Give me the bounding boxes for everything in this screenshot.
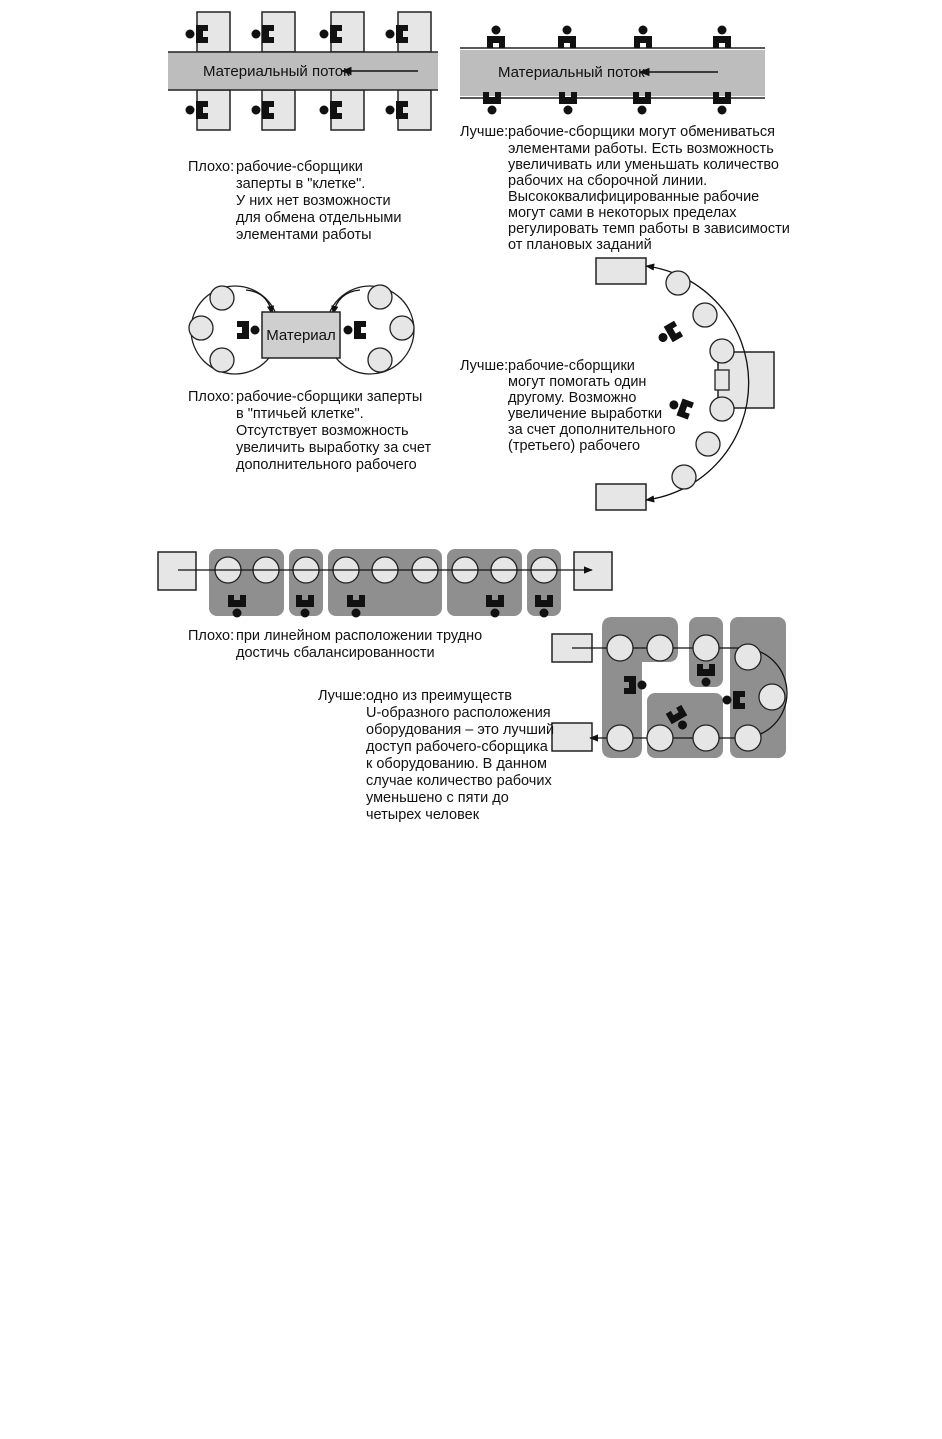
svg-text:U-образного расположения: U-образного расположения: [366, 705, 551, 721]
output-box: [574, 552, 612, 590]
svg-text:за счет дополнительного: за счет дополнительного: [508, 422, 676, 438]
caption-lead: Плохо:: [188, 159, 235, 175]
svg-text:рабочих на сборочной линии.: рабочих на сборочной линии.: [508, 173, 708, 189]
panel-2-open-line: [460, 26, 790, 254]
worker-icon: [237, 321, 260, 339]
svg-text:рабочие-сборщики заперты: рабочие-сборщики заперты: [236, 389, 423, 405]
svg-text:рабочие-сборщики: рабочие-сборщики: [508, 358, 635, 374]
input-box: [596, 258, 646, 284]
svg-text:в "птичьей клетке".: в "птичьей клетке".: [236, 406, 364, 422]
svg-text:достичь сбалансированности: достичь сбалансированности: [236, 645, 435, 661]
svg-text:дополнительного рабочего: дополнительного рабочего: [236, 457, 417, 473]
svg-text:от плановых заданий: от плановых заданий: [508, 237, 652, 253]
svg-text:четырех человек: четырех человек: [366, 807, 480, 823]
material-box-label: Материал: [266, 327, 336, 344]
svg-text:элементами работы. Есть возмож: элементами работы. Есть возможность: [508, 141, 774, 157]
panel-1-closed-cells: [168, 12, 438, 243]
svg-text:оборудования – это лучший: оборудования – это лучший: [366, 722, 555, 738]
svg-text:рабочие-сборщики могут обменив: рабочие-сборщики могут обмениваться: [508, 124, 775, 140]
caption-4: [460, 358, 676, 454]
caption-lead: Плохо:: [188, 389, 235, 405]
caption-6: [318, 688, 554, 823]
caption-lead: Лучше:: [460, 124, 509, 140]
caption-lead: Лучше:: [318, 688, 367, 704]
flow-label: Материальный поток: [203, 63, 350, 80]
caption-2: [460, 124, 790, 253]
flow-label: Материальный поток: [498, 64, 645, 81]
output-box: [596, 484, 646, 510]
svg-text:одно из преимуществ: одно из преимуществ: [366, 688, 512, 704]
svg-text:Высококвалифицированные рабочи: Высококвалифицированные рабочие: [508, 189, 760, 205]
worker-icon: [344, 321, 367, 339]
svg-text:регулировать темп работы в зав: регулировать темп работы в зависимости: [508, 221, 790, 237]
svg-text:к оборудованию. В данном: к оборудованию. В данном: [366, 756, 547, 772]
caption-1: [188, 159, 401, 243]
panel-4-semicircle-cell: [460, 258, 774, 510]
input-box: [158, 552, 196, 590]
svg-text:увеличивать или уменьшать коли: увеличивать или уменьшать количество: [508, 157, 779, 173]
panel-5-linear-layout: [158, 549, 612, 661]
svg-text:У них нет возможности: У них нет возможности: [236, 193, 391, 209]
svg-text:случае количество рабочих: случае количество рабочих: [366, 773, 552, 789]
svg-text:другому. Возможно: другому. Возможно: [508, 390, 637, 406]
svg-text:элементами работы: элементами работы: [236, 227, 372, 243]
worker-icon: [655, 321, 683, 348]
svg-text:Отсутствует возможность: Отсутствует возможность: [236, 423, 409, 439]
svg-text:уменьшено с пяти до: уменьшено с пяти до: [366, 790, 509, 806]
caption-3: [188, 389, 432, 473]
worker-icon: [667, 395, 694, 420]
caption-5: [188, 628, 482, 661]
output-box: [552, 723, 592, 751]
svg-text:(третьего) рабочего: (третьего) рабочего: [508, 438, 641, 454]
caption-lead: Лучше:: [460, 358, 509, 374]
svg-text:увеличить выработку за счет: увеличить выработку за счет: [236, 440, 432, 456]
svg-text:доступ рабочего-сборщика: доступ рабочего-сборщика: [366, 739, 548, 755]
svg-text:могут помогать один: могут помогать один: [508, 374, 647, 390]
svg-text:рабочие-сборщики: рабочие-сборщики: [236, 159, 363, 175]
svg-text:увеличение выработки: увеличение выработки: [508, 406, 663, 422]
svg-text:могут сами в некоторых предела: могут сами в некоторых пределах: [508, 205, 737, 221]
panel-3-bird-cage: [188, 285, 432, 473]
caption-lead: Плохо:: [188, 628, 235, 644]
svg-text:для обмена отдельными: для обмена отдельными: [236, 210, 402, 226]
svg-text:заперты в "клетке".: заперты в "клетке".: [236, 176, 366, 192]
svg-text:при линейном расположении труд: при линейном расположении трудно: [236, 628, 483, 644]
